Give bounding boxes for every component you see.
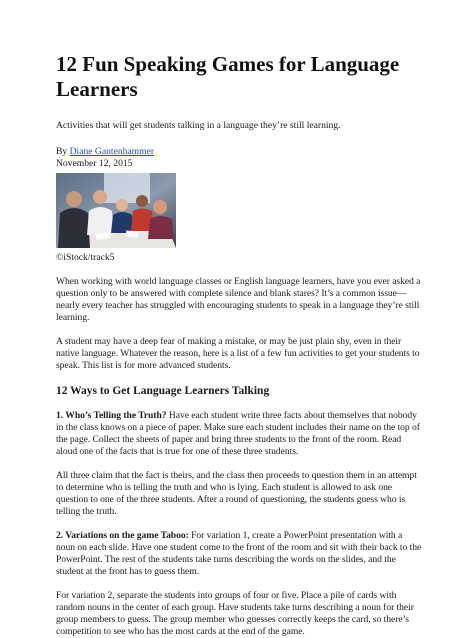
list-item (56, 530, 422, 578)
section-heading: 12 Ways to Get Language Learners Talking (56, 385, 270, 397)
item-title: 1. Who’s Telling the Truth? (56, 410, 167, 421)
article-subtitle: Activities that will get students talking in a language they’re still learning. (56, 120, 341, 131)
byline (56, 146, 422, 158)
article-title: 12 Fun Speaking Games for Language Learners (56, 52, 400, 101)
list-item-continuation: For variation 2, separate the students into groups of four or five. Place a pile of cards with random nouns in the center of each group. Have students take turns describing a noun for their group members to guess. The group member who guesses correctly keeps the card, so there’s competition to see who has the most cards at the end of the game. (56, 590, 414, 637)
byline-prefix: By (56, 146, 68, 157)
item-body: For variation 1, create a PowerPoint presentation with a noun on each slide. Have one student come to the front of the room and sit with their back to the PowerPoint. The rest of the students take turns describing the words on the slides, and the student at the front has to guess them. (56, 530, 422, 577)
article (56, 52, 422, 638)
item-title: 2. Variations on the game Taboo: (56, 530, 189, 541)
list-item-continuation: All three claim that the fact is theirs, and the class then proceeds to question them in an attempt to determine who is telling the truth and who is lying. Each student is allowed to ask one question to one of the three students. After a round of questioning, the students guess who is telling the truth. (56, 470, 417, 517)
list-item (56, 410, 422, 458)
publish-date: November 12, 2015 (56, 158, 133, 169)
intro-paragraph-1: When working with world language classes or English language learners, have you ever asked a question only to be answered with complete silence and blank stares? It’s a common issue—nearly every teacher has struggled with encouraging students to speak in a language they’re still learning. (56, 276, 421, 323)
photo-credit: ©iStock/track5 (56, 252, 115, 263)
item-body: Have each student write three facts about themselves that nobody in the class knows on a piece of paper. Make sure each student includes their name on the top of the page. Collect the sheets of paper and bring three students to the front of the room. Read aloud one of the facts that is true for one of these three students. (56, 410, 420, 457)
author-link[interactable]: Diane Gantenhammer (69, 146, 155, 157)
intro-paragraph-2: A student may have a deep fear of making a mistake, or may be just plain shy, even in their native language. Whatever the reason, here is a list of a few fun activities to get your students to speak. This list is for more advanced students. (56, 336, 420, 371)
article-photo (56, 173, 176, 248)
